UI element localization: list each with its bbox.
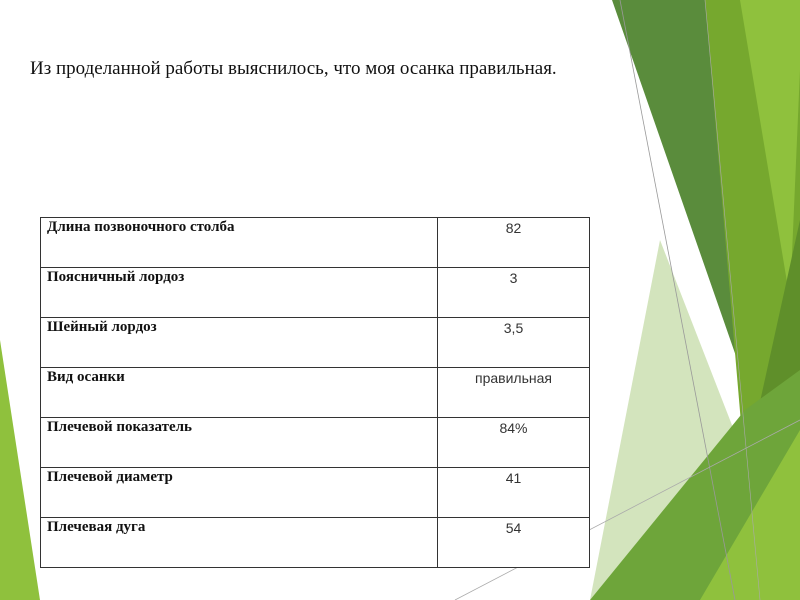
table-row	[41, 218, 590, 268]
table-row	[41, 518, 590, 568]
table-row	[41, 268, 590, 318]
row-label: Шейный лордоз	[41, 318, 438, 368]
table-row	[41, 418, 590, 468]
row-value: 3,5	[438, 318, 590, 368]
row-value: 3	[438, 268, 590, 318]
row-label: Плечевой диаметр	[41, 468, 438, 518]
row-value: 84%	[438, 418, 590, 468]
table-row	[41, 468, 590, 518]
row-value: 54	[438, 518, 590, 568]
posture-table	[40, 217, 590, 568]
table-row	[41, 318, 590, 368]
row-value: правильная	[438, 368, 590, 418]
row-label: Плечевая дуга	[41, 518, 438, 568]
conclusion-text: Из проделанной работы выяснилось, что моя осанка правильная.	[30, 58, 557, 79]
row-label: Поясничный лордоз	[41, 268, 438, 318]
row-value: 41	[438, 468, 590, 518]
table-row	[41, 368, 590, 418]
row-value: 82	[438, 218, 590, 268]
left-green-sliver	[0, 340, 40, 600]
row-label: Вид осанки	[41, 368, 438, 418]
row-label: Длина позвоночного столба	[41, 218, 438, 268]
row-label: Плечевой показатель	[41, 418, 438, 468]
